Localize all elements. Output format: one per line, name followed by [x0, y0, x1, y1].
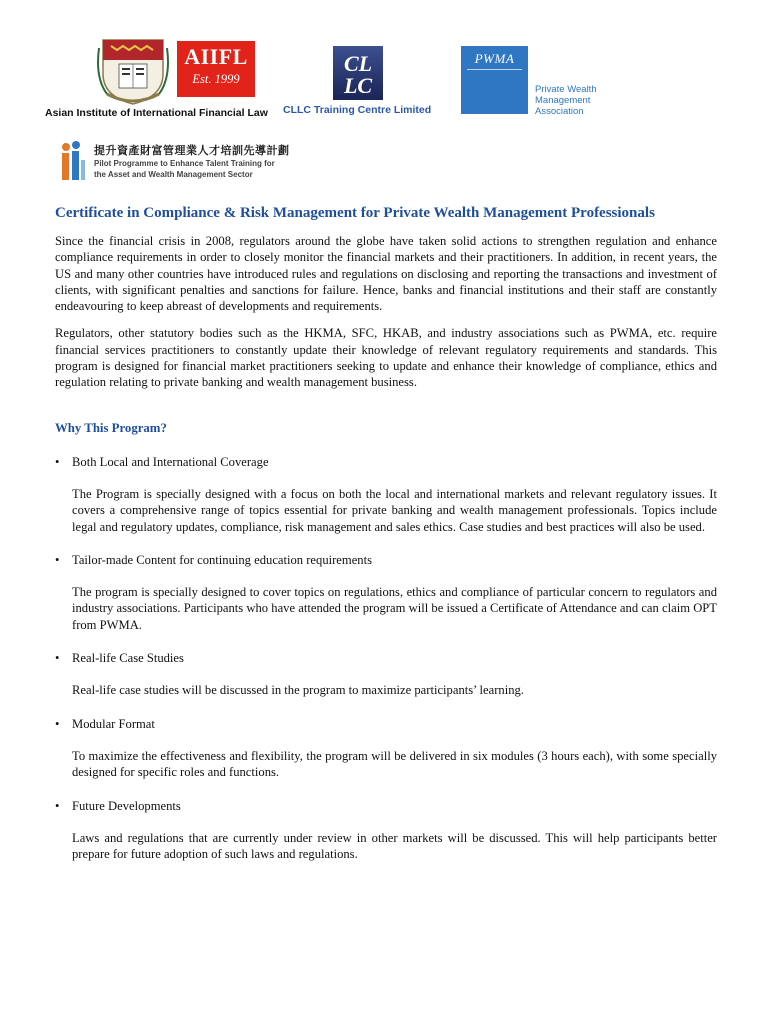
logo-header — [0, 0, 770, 200]
feature-item — [55, 650, 717, 699]
feature-list — [55, 454, 717, 863]
bullet-icon: • — [55, 552, 60, 567]
bullet-icon: • — [55, 716, 60, 731]
feature-title: Tailor-made Content for continuing education requirements — [72, 552, 372, 567]
pwma-full-name-line: Association — [535, 106, 584, 117]
pwma-logo-divider — [467, 69, 522, 70]
pilot-programme-english-title — [94, 158, 275, 180]
document-title: Certificate in Compliance & Risk Management for Private Wealth Management Professionals — [55, 205, 655, 221]
feature-title: Modular Format — [72, 716, 155, 731]
feature-title: Real-life Case Studies — [72, 651, 184, 666]
feature-description: Real-life case studies will be discussed in the program to maximize participants’ learning. — [72, 683, 524, 698]
aiifl-logo-established: Est. 1999 — [192, 72, 240, 86]
cllc-caption: CLLC Training Centre Limited — [283, 104, 432, 116]
feature-description: The program is specially designed to cover topics on regulations, ethics and compliance of particular concern to regulators and industry associations. Participants who have attended the program will be issued a Certificate of Attendance and can claim OPT from PWMA. — [72, 585, 717, 632]
pwma-full-name-line: Management — [535, 95, 591, 106]
feature-description: The Program is specially designed with a focus on both the local and international markets and relevant regulatory issues. It covers a comprehensive range of topics essential for private banking and wealth management professionals. Topics include legal and regulatory updates, compliance, risk management and sales ethics. Case studies and best practices will also be used. — [72, 486, 717, 534]
feature-title: Both Local and International Coverage — [72, 454, 269, 469]
pilot-programme-english-line: Pilot Programme to Enhance Talent Training for — [94, 159, 275, 168]
cllc-logo — [333, 46, 383, 100]
pilot-programme-icon — [60, 140, 86, 182]
svg-text:LC: LC — [343, 73, 373, 98]
university-crest-logo — [97, 38, 169, 106]
feature-description: Laws and regulations that are currently under review in other markets will be discussed. This will help participants better prepare for future adoption of such laws and regulations. — [72, 830, 717, 862]
pwma-logo-text: PWMA — [474, 51, 515, 66]
feature-item — [55, 716, 717, 781]
intro-paragraph: Regulators, other statutory bodies such as the HKMA, SFC, HKAB, and industry associations such as PWMA, etc. require financial services practitioners to constantly update their knowledge of relevant regulatory requirements and standards. This program is designed for financial market practitioners seeking to update and enhance their knowledge of compliance, ethics and regulation relating to private banking and wealth management business. — [55, 326, 717, 390]
feature-title: Future Developments — [72, 798, 181, 813]
feature-item — [55, 454, 717, 535]
aiifl-logo — [177, 41, 255, 97]
bullet-icon: • — [55, 798, 60, 813]
bullet-icon: • — [55, 454, 60, 469]
intro-paragraph: Since the financial crisis in 2008, regulators around the globe have taken solid actions to strengthen regulation and enhance compliance requirements in order to closely monitor the financial markets and their practitioners. In addition, in recent years, the US and many other countries have introduced rules and regulations on disclosing and reporting the transactions and investment of clients, with significant penalties and sanctions for failure. Hence, banks and financial institutions and their staff are constantly endeavouring to keep abreast of developments and requirements. — [55, 234, 717, 314]
svg-text:CL: CL — [343, 51, 373, 76]
pwma-logo — [461, 46, 528, 114]
feature-description: To maximize the effectiveness and flexibility, the program will be delivered in six modules (3 hours each), with some specially designed for specific roles and functions. — [72, 748, 717, 780]
why-program-heading: Why This Program? — [55, 420, 167, 435]
pwma-full-name — [535, 84, 625, 117]
pilot-programme-chinese-title: 提升資產財富管理業人才培訓先導計劃 — [94, 144, 290, 157]
feature-item — [55, 552, 717, 633]
feature-item — [55, 798, 717, 863]
aiifl-logo-name: AIIFL — [184, 44, 248, 69]
pilot-programme-english-line: the Asset and Wealth Management Sector — [94, 170, 253, 179]
bullet-icon: • — [55, 651, 60, 666]
pwma-full-name-line: Private Wealth — [535, 84, 597, 95]
aiifl-caption: Asian Institute of International Financial Law — [45, 107, 268, 119]
document-body — [55, 205, 717, 879]
